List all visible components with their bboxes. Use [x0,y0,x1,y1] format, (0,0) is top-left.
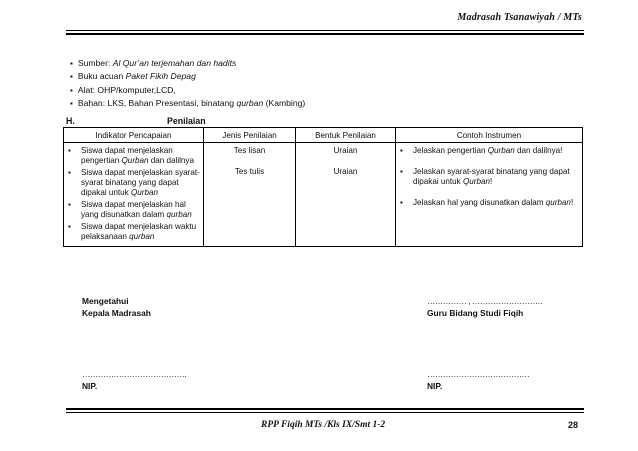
jenis-cell [204,143,296,247]
footer-rule-thick [66,408,584,410]
indicator-item: ▪ Siswa dapat menjelaskan hal yang disunatkan dalam qurban [67,200,200,220]
jenis-item: Tes lisan [233,146,266,155]
signature-left-name [82,368,186,392]
bentuk-cell [296,143,396,247]
bentuk-item: Uraian [333,167,358,176]
source-item: ▪ Bahan: LKS, Bahan Presentasi, binatang qurban (Kambing) [70,97,305,110]
footer-title: RPP Fiqih MTs /Kls IX/Smt 1-2 [261,420,386,430]
contoh-item: ▪ Jelaskan pengertian Qurban dan dalilnya! [399,146,579,156]
jenis-item: Tes tulis [234,167,265,176]
col-header-jenis: Jenis Penilaian [204,128,296,143]
kepala-madrasah-label: Kepala Madrasah [82,308,151,318]
col-header-contoh: Contoh Instrumen [396,128,583,143]
contoh-cell [396,143,583,247]
indicator-cell [64,143,204,247]
table-row [64,143,583,247]
indicator-item: ▪ Siswa dapat menjelaskan waktu pelaksanaan qurban [67,222,200,242]
indicator-item: ▪ Siswa dapat menjelaskan pengertian Qurban dan dalilnya [67,146,200,166]
header-title: Madrasah Tsanawiyah / MTs [457,12,582,23]
nip-label: NIP. [82,381,98,391]
contoh-item: ▪ Jelaskan syarat-syarat binatang yang dapat dipakai untuk Qurban! [399,167,579,187]
nip-label: NIP. [427,381,443,391]
source-item: ▪ Sumber: Al Qur’an terjemahan dan hadits [70,57,305,70]
footer-rule [66,412,584,413]
page-number: 28 [567,420,578,430]
col-header-indikator: Indikator Pencapaian [64,128,204,143]
section-letter: H. [66,116,75,126]
signature-left-titles [82,295,151,319]
col-header-bentuk: Bentuk Penilaian [296,128,396,143]
header-rule [66,30,584,31]
guru-label: Guru Bidang Studi Fiqih [427,308,524,318]
indicator-item: ▪ Siswa dapat menjelaskan syarat-syarat binatang yang dapat dipakai untuk Qurban [67,168,200,198]
name-blank: ………………………………… [427,369,530,379]
table-header-row [64,128,583,143]
assessment-table [63,127,583,247]
mengetahui-label: Mengetahui [82,296,129,306]
signature-right-titles [427,295,543,319]
signature-right-name [427,368,529,392]
bentuk-item: Uraian [333,146,358,155]
source-item: ▪ Alat: OHP/komputer,LCD, [70,84,305,97]
place-date-blank: …………… , ……………………… [427,296,543,306]
header-rule-thick [66,33,584,35]
name-blank: …………………………………. [82,369,187,379]
source-item: ▪ Buku acuan Paket Fikih Depag [70,70,305,83]
section-title: Penilaian [167,116,206,126]
contoh-item: ▪ Jelaskan hal yang disunatkan dalam qurban! [399,198,579,208]
source-list [70,57,305,111]
